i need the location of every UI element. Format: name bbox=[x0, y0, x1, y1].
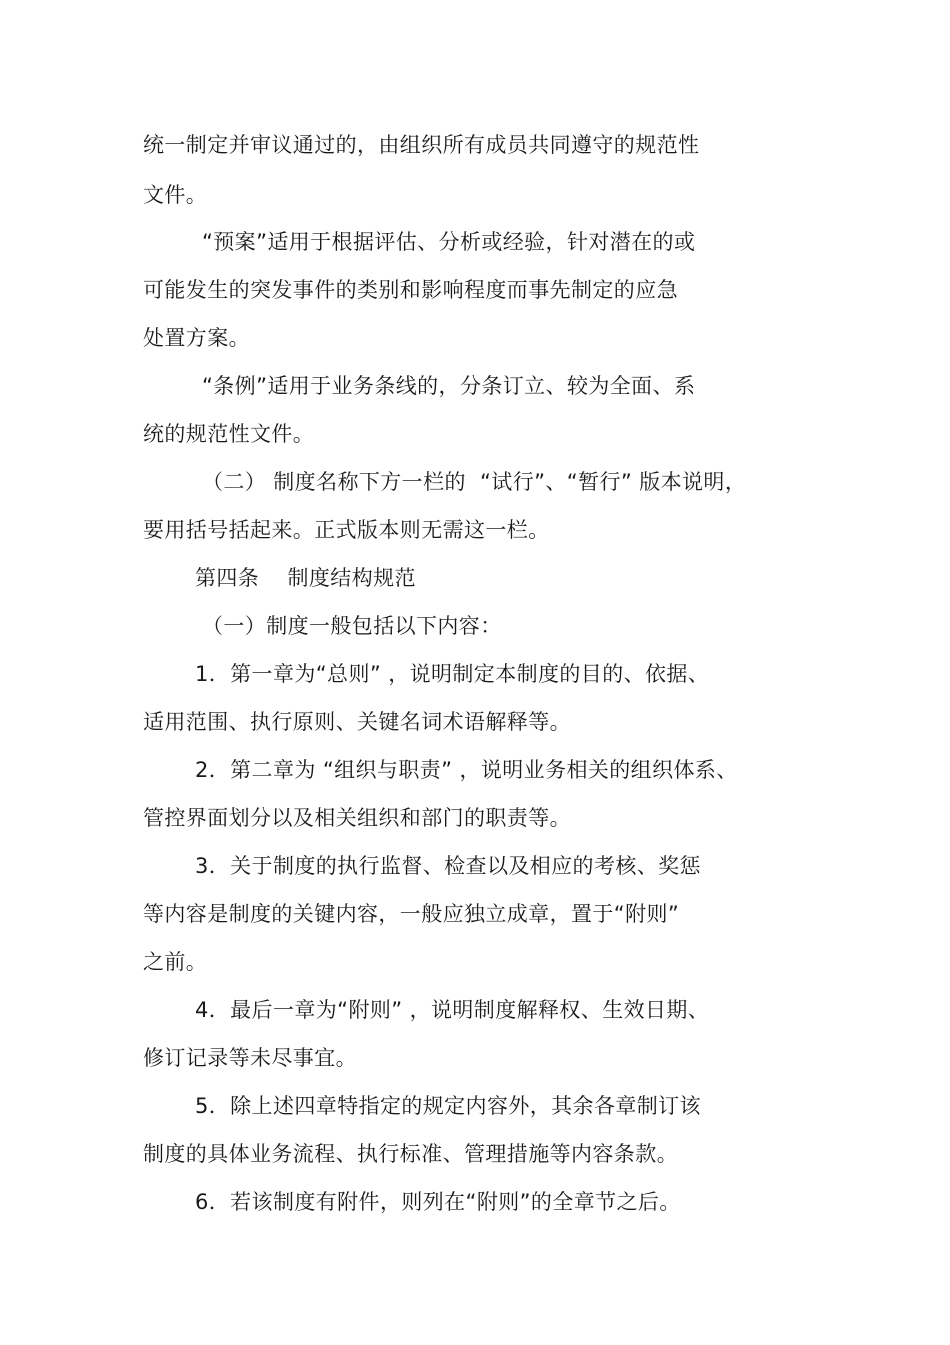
text-line: “条例”适用于业务条线的，分条订立、较为全面、系 bbox=[202, 374, 696, 398]
text-line: 文件。 bbox=[143, 183, 208, 207]
section-heading: 第四条 制度结构规范 bbox=[195, 566, 416, 590]
text-line: 可能发生的突发事件的类别和影响程度而事先制定的应急 bbox=[143, 278, 678, 302]
text-line: 处置方案。 bbox=[143, 326, 250, 350]
text-line: （一）制度一般包括以下内容： bbox=[202, 614, 502, 638]
list-item: 4．最后一章为“附则” ，说明制度解释权、生效日期、 bbox=[195, 998, 710, 1022]
text-line: 修订记录等未尽事宜。 bbox=[143, 1046, 357, 1070]
text-line: 等内容是制度的关键内容，一般应独立成章，置于“附则” bbox=[143, 902, 680, 926]
text-line: 之前。 bbox=[143, 950, 208, 974]
list-item: 5．除上述四章特指定的规定内容外，其余各章制订该 bbox=[195, 1094, 701, 1118]
list-item: 2．第二章为 “组织与职责” ，说明业务相关的组织体系、 bbox=[195, 758, 738, 782]
text-line: 制度的具体业务流程、执行标准、管理措施等内容条款。 bbox=[143, 1142, 678, 1166]
text-line: 管控界面划分以及相关组织和部门的职责等。 bbox=[143, 806, 571, 830]
text-line: 统一制定并审议通过的，由组织所有成员共同遵守的规范性 bbox=[143, 133, 700, 157]
list-item: 1．第一章为“总则” ，说明制定本制度的目的、依据、 bbox=[195, 662, 710, 686]
text-line: 要用括号括起来。正式版本则无需这一栏。 bbox=[143, 518, 550, 542]
list-item: 6．若该制度有附件，则列在“附则”的全章节之后。 bbox=[195, 1190, 681, 1214]
list-item: 3．关于制度的执行监督、检查以及相应的考核、奖惩 bbox=[195, 854, 701, 878]
text-line: （二） 制度名称下方一栏的 “试行”、“暂行” 版本说明， bbox=[202, 470, 747, 494]
text-line: 适用范围、执行原则、关键名词术语解释等。 bbox=[143, 710, 571, 734]
text-line: “预案”适用于根据评估、分析或经验，针对潜在的或 bbox=[202, 230, 696, 254]
text-line: 统的规范性文件。 bbox=[143, 422, 315, 446]
